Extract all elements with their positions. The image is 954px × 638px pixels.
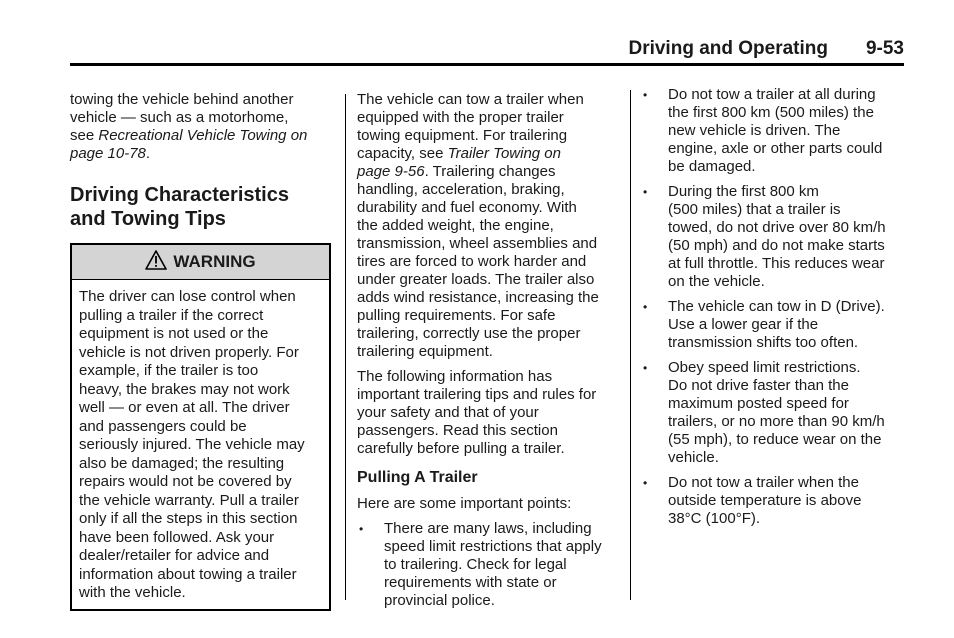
header-rule [70,63,904,66]
warning-title: WARNING [173,252,256,271]
list-item: • Do not tow a trailer when the outside temperature is above 38°C (100°F). [643,474,862,527]
section-title: Driving and Operating [628,38,828,59]
list-item: • During the first 800 km (500 miles) that a trailer is towed, do not drive over 80 km/h (50 mph) and do not make starts at full throttle. This reduces wear on the vehicle. [643,183,886,290]
page-header [70,36,904,64]
intro-paragraph: towing the vehicle behind another vehicle — such as a motorhome, see Recreational Vehicle Towing on page 10-78. [70,91,308,162]
warning-box [70,243,331,611]
list-item: • There are many laws, including speed limit restrictions that apply to trailering. Check for legal requirements with state or provincial police. [359,520,602,609]
column-middle [357,91,622,616]
section-heading: Driving Characteristics and Towing Tips [70,184,289,230]
cross-reference-link[interactable]: Recreational Vehicle Towing on [98,127,308,144]
paragraph: The following information has important trailering tips and rules for your safety and that of your passengers. Read this section carefully before pulling a trailer. [357,368,597,457]
bullet-icon: • [643,476,648,490]
column-left [70,91,332,611]
warning-text: The driver can lose control when pulling a trailer if the correct equipment is not used or the vehicle is not driven properly. For example, if the trailer is too heavy, the brakes may not work well — or even at all. The driver and passengers could be seriously injured. The vehicle may also be damaged; the resulting repairs would not be covered by the vehicle warranty. Pull a trailer only if all the steps in this section have been followed. Ask your dealer/retailer for advice and information about towing a trailer with the vehicle. [79,288,305,601]
column-divider [345,94,346,600]
bullet-icon: • [643,185,648,199]
paragraph: The vehicle can tow a trailer when equipped with the proper trailer towing equipment. For trailering capacity, see Trailer Towing on page 9-56. Trailering changes handling, acceleration, braking, durability and fuel economy. With the added weight, the engine, transmission, wheel assemblies and tires are forced to work harder and under greater loads. The trailer also adds wind resistance, increasing the pulling requirements. For safe trailering, correctly use the proper trailering equipment. [357,91,599,360]
warning-triangle-icon [145,250,167,274]
list-item: • Obey speed limit restrictions. Do not drive faster than the maximum posted speed for trailers, or no more than 90 km/h (55 mph), to reduce wear on the vehicle. [643,359,885,466]
points-intro: Here are some important points: [357,495,572,512]
cross-reference-page[interactable]: page 9-56 [357,163,425,180]
page-number: 9-53 [865,38,904,59]
column-divider [630,90,631,600]
cross-reference-page[interactable]: page 10-78 [70,145,146,162]
bullet-icon: • [359,522,364,536]
list-item: • Do not tow a trailer at all during the first 800 km (500 miles) the new vehicle is driven. The engine, axle or other parts could be damaged. [643,86,883,175]
bullet-icon: • [643,361,648,375]
column-right [641,86,906,535]
bullet-icon: • [643,300,648,314]
list-item: • The vehicle can tow in D (Drive). Use a lower gear if the transmission shifts too often. [643,298,885,351]
warning-header [72,245,329,280]
subheading: Pulling A Trailer [357,469,478,486]
cross-reference-link[interactable]: Trailer Towing on [447,145,561,162]
bullet-icon: • [643,88,648,102]
